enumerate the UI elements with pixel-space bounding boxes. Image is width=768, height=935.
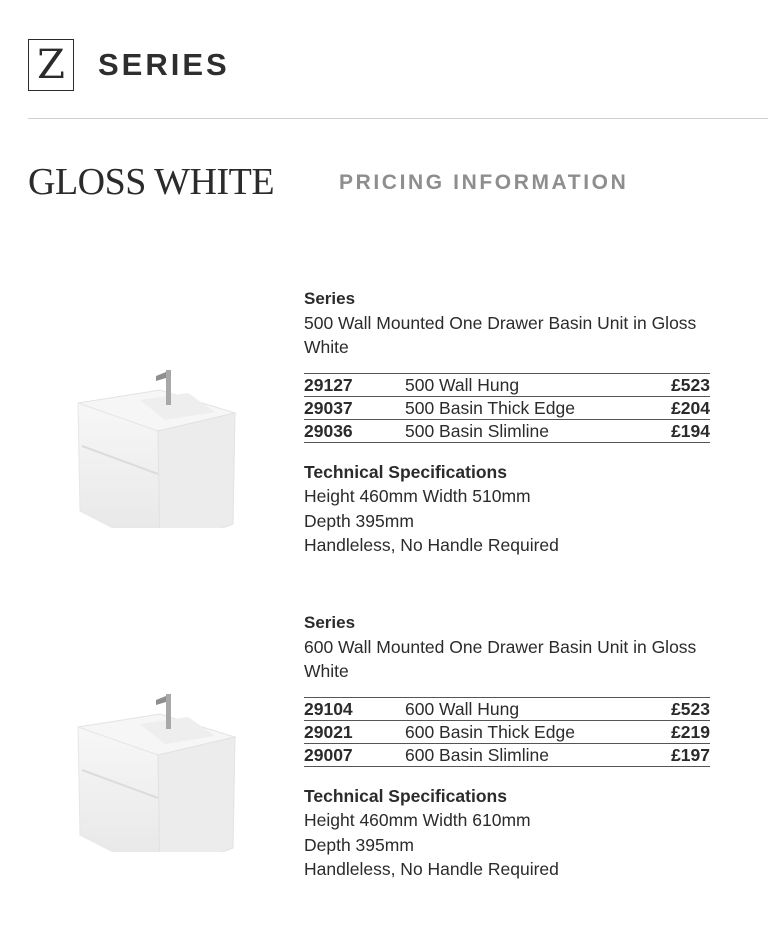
table-row [304, 721, 710, 744]
product-code: 29036 [304, 420, 405, 443]
product-description: 600 Wall Mounted One Drawer Basin Unit in Gloss White [304, 637, 697, 681]
tech-title: Technical Specifications [304, 462, 507, 482]
product-name: 500 Basin Slimline [405, 420, 653, 443]
product-price: £523 [653, 698, 710, 721]
product-code: 29021 [304, 721, 405, 744]
brand-logo [28, 39, 74, 91]
table-row [304, 744, 710, 767]
series-label: Series [304, 289, 356, 308]
technical-specifications [304, 461, 710, 558]
price-table [304, 697, 710, 767]
tech-line: Handleless, No Handle Required [304, 535, 559, 555]
product-code: 29127 [304, 374, 405, 397]
product-code: 29104 [304, 698, 405, 721]
product-name: 600 Basin Thick Edge [405, 721, 653, 744]
tech-line: Depth 395mm [304, 510, 414, 531]
table-row [304, 420, 710, 443]
product-name: 500 Wall Hung [405, 374, 653, 397]
product-info [304, 288, 710, 558]
tech-line: Height 460mm Width 510mm [304, 486, 531, 506]
price-table [304, 373, 710, 443]
table-row [304, 698, 710, 721]
tech-line: Handleless, No Handle Required [304, 859, 559, 879]
brand-name: SERIES [98, 47, 230, 82]
product-info [304, 612, 710, 882]
series-label: Series [304, 613, 356, 632]
product-description: 500 Wall Mounted One Drawer Basin Unit in Gloss White [304, 313, 697, 357]
product-price: £204 [653, 397, 710, 420]
product-price: £523 [653, 374, 710, 397]
tech-line: Height 460mm Width 610mm [304, 810, 531, 830]
product-name: 600 Basin Slimline [405, 744, 653, 767]
tech-line: Depth 395mm [304, 834, 414, 855]
brand-header [28, 37, 230, 93]
logo-letter: Z [37, 42, 65, 88]
product-price: £197 [653, 744, 710, 767]
basin-unit-image [70, 652, 245, 852]
page-subtitle: PRICING INFORMATION [339, 171, 629, 194]
product-code: 29007 [304, 744, 405, 767]
product-name: 600 Wall Hung [405, 698, 653, 721]
product-price: £219 [653, 721, 710, 744]
table-row [304, 397, 710, 420]
product-card [0, 612, 768, 892]
technical-specifications [304, 785, 710, 882]
product-card [0, 288, 768, 568]
product-code: 29037 [304, 397, 405, 420]
product-price: £194 [653, 420, 710, 443]
tech-title: Technical Specifications [304, 786, 507, 806]
page-title: GLOSS WHITE [28, 161, 275, 203]
header-divider [28, 118, 768, 119]
basin-unit-image [70, 328, 245, 528]
table-row [304, 374, 710, 397]
product-name: 500 Basin Thick Edge [405, 397, 653, 420]
